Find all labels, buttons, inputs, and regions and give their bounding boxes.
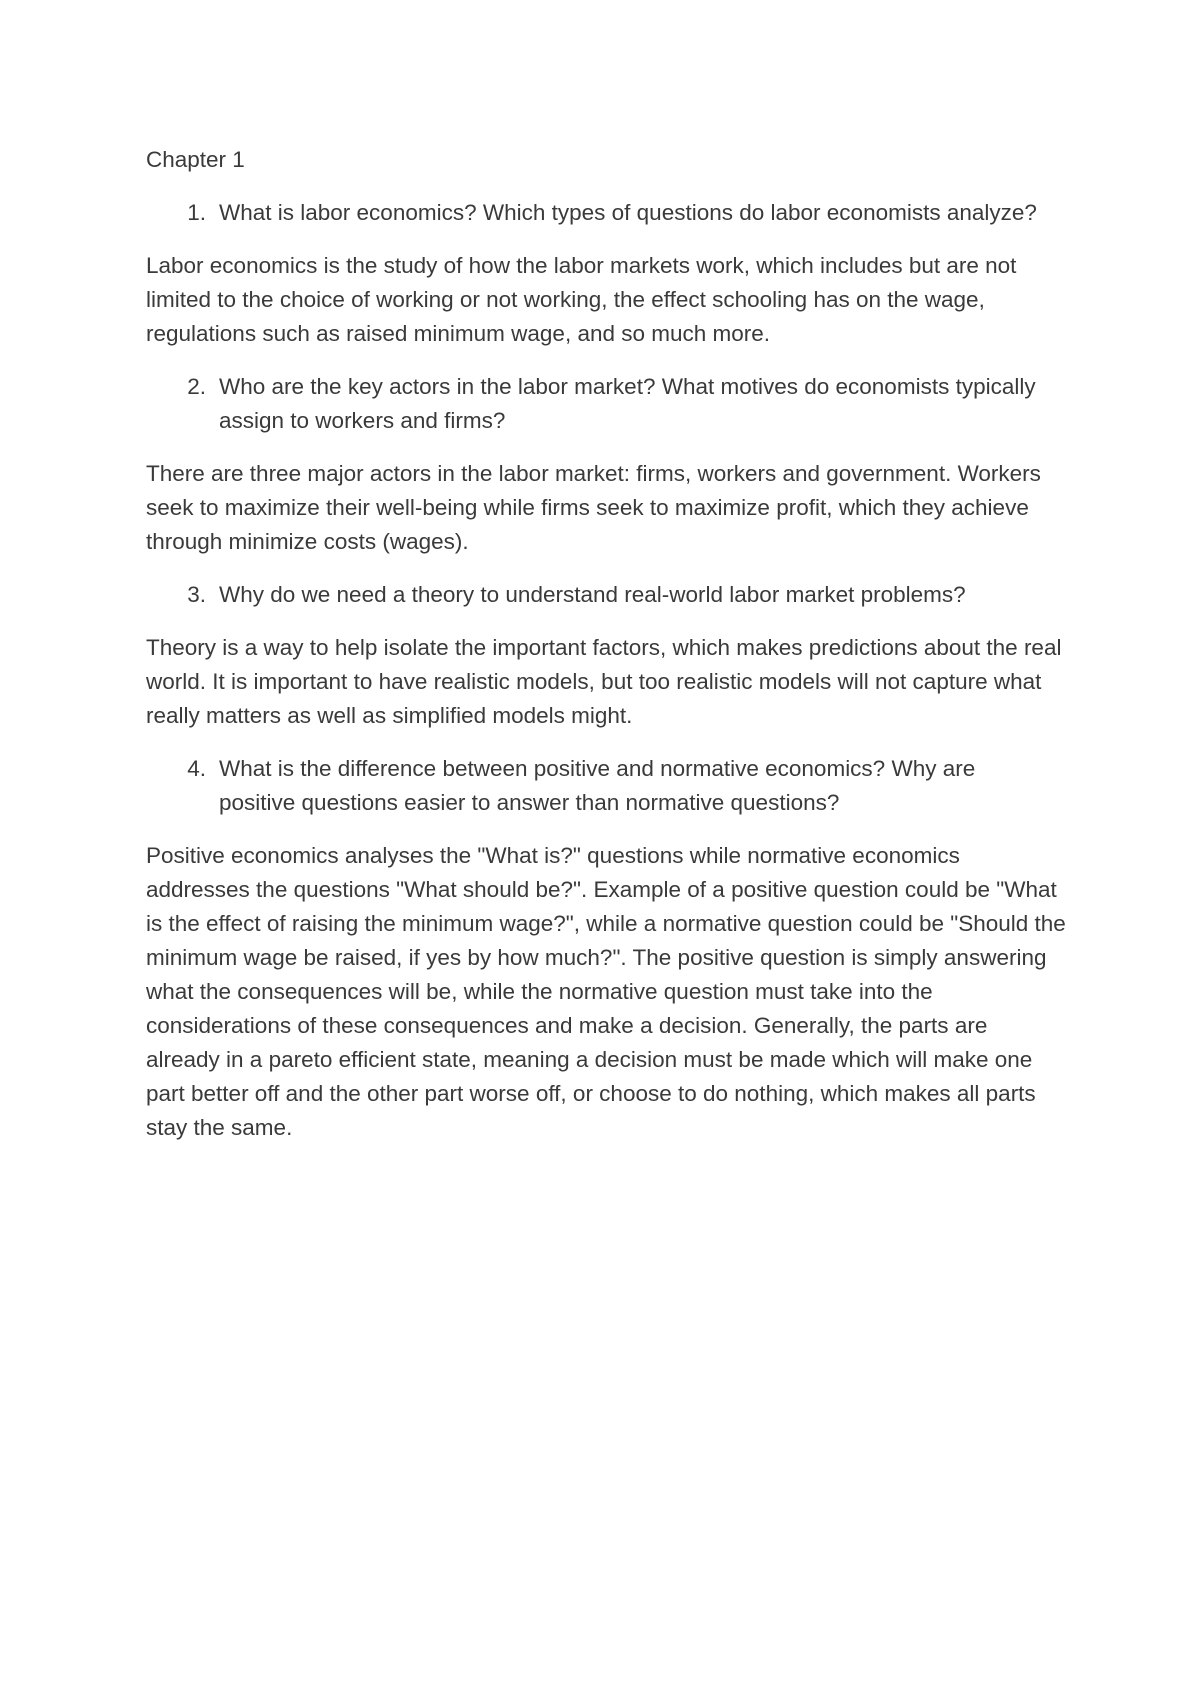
document-body — [146, 143, 1066, 1164]
answer-paragraph: Positive economics analyses the "What is?" questions while normative economics addresses the questions "What should be?". Example of a positive question could be "What is the effect of raising the minimum wage?", while a normative question could be "Should the minimum wage be raised, if yes by how much?". The positive question is simply answering what the consequences will be, while the normative question must take into the considerations of these consequences and make a decision. Generally, the parts are already in a pareto efficient state, meaning a decision must be made which will make one part better off and the other part worse off, or choose to do nothing, which makes all parts stay the same. — [146, 843, 1066, 1140]
question-number: 3. — [187, 582, 206, 607]
question-number: 1. — [187, 200, 206, 225]
question-item — [146, 578, 1066, 612]
question-item — [146, 196, 1066, 230]
question-item — [146, 752, 1066, 820]
answer-paragraph: Labor economics is the study of how the labor markets work, which includes but are not limited to the choice of working or not working, the effect schooling has on the wage, regulations such as raised minimum wage, and so much more. — [146, 253, 1017, 346]
question-number: 2. — [187, 374, 206, 399]
question-text: What is labor economics? Which types of questions do labor economists analyze? — [219, 200, 1037, 225]
question-text: Who are the key actors in the labor market? What motives do economists typically assign to workers and firms? — [219, 374, 1036, 433]
question-text: What is the difference between positive and normative economics? Why are positive questions easier to answer than normative questions? — [219, 756, 976, 815]
chapter-heading: Chapter 1 — [146, 147, 245, 172]
question-text: Why do we need a theory to understand real-world labor market problems? — [219, 582, 966, 607]
answer-paragraph: Theory is a way to help isolate the important factors, which makes predictions about the real world. It is important to have realistic models, but too realistic models will not capture what really matters as well as simplified models might. — [146, 635, 1062, 728]
answer-paragraph: There are three major actors in the labor market: firms, workers and government. Workers seek to maximize their well-being while firms seek to maximize profit, which they achieve through minimize costs (wages). — [146, 461, 1041, 554]
question-number: 4. — [187, 756, 206, 781]
question-item — [146, 370, 1066, 438]
